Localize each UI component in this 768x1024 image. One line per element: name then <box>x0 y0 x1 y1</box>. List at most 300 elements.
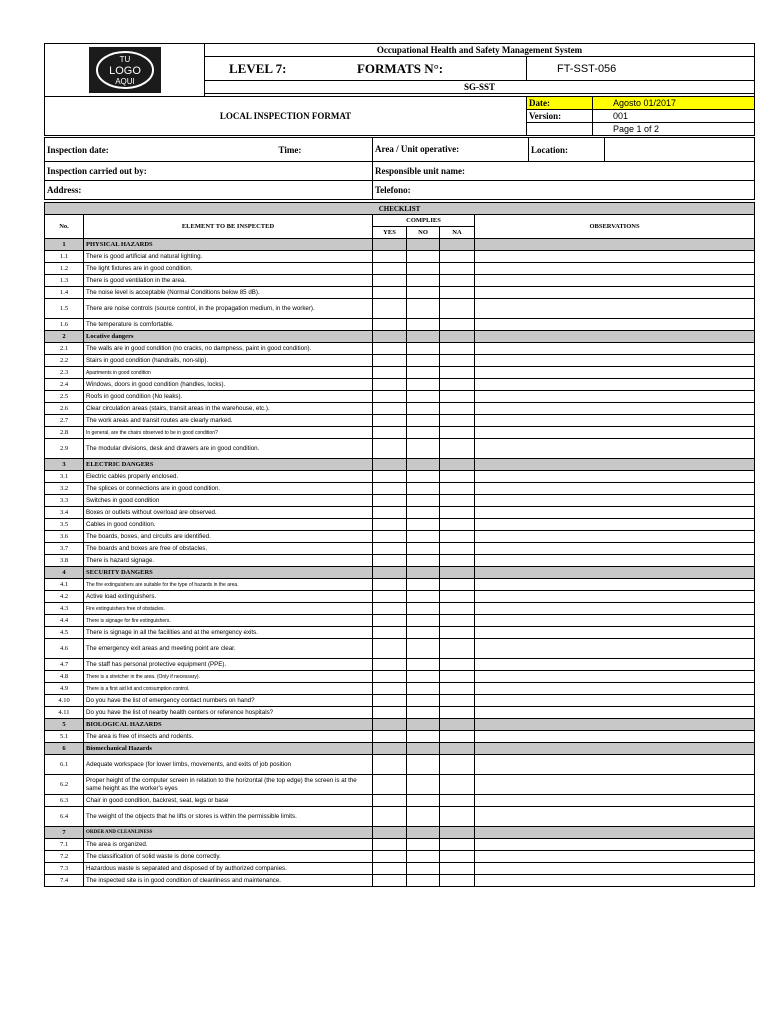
observations-cell[interactable] <box>475 519 755 531</box>
answer-yes-cell <box>373 743 407 755</box>
item-number: 5 <box>45 719 84 731</box>
answer-no-cell[interactable] <box>407 251 440 263</box>
observations-cell[interactable] <box>475 603 755 615</box>
answer-na-cell[interactable] <box>440 355 475 367</box>
item-number: 4.9 <box>45 683 84 695</box>
observations-cell[interactable] <box>475 319 755 331</box>
checklist-row <box>45 319 755 331</box>
answer-na-cell[interactable] <box>440 543 475 555</box>
item-number: 3.8 <box>45 555 84 567</box>
answer-no-cell[interactable] <box>407 627 440 639</box>
answer-na-cell[interactable] <box>440 639 475 659</box>
section-row <box>45 827 755 839</box>
checklist-row <box>45 707 755 719</box>
answer-na-cell[interactable] <box>440 251 475 263</box>
item-number: 7.4 <box>45 875 84 887</box>
observations-cell[interactable] <box>475 299 755 319</box>
section-row <box>45 743 755 755</box>
answer-yes-cell[interactable] <box>373 343 407 355</box>
answer-yes-cell[interactable] <box>373 391 407 403</box>
checklist-row <box>45 627 755 639</box>
answer-na-cell[interactable] <box>440 683 475 695</box>
item-number: 5.1 <box>45 731 84 743</box>
answer-no-cell[interactable] <box>407 275 440 287</box>
answer-na-cell[interactable] <box>440 695 475 707</box>
inspection-info <box>44 137 755 200</box>
telefono-label: Telefono: <box>373 181 755 200</box>
answer-yes-cell[interactable] <box>373 471 407 483</box>
answer-no-cell[interactable] <box>407 439 440 459</box>
observations-cell[interactable] <box>475 355 755 367</box>
version-label: Version: <box>527 110 593 123</box>
answer-na-cell <box>440 827 475 839</box>
item-description: The weight of the objects that he lifts or stores is within the permissible limits. <box>84 807 373 827</box>
observations-cell <box>475 567 755 579</box>
item-number: 4.1 <box>45 579 84 591</box>
answer-yes-cell[interactable] <box>373 263 407 275</box>
item-description: There are noise controls (source control, in the propagation medium, in the worker). <box>84 299 373 319</box>
answer-no-cell[interactable] <box>407 851 440 863</box>
answer-na-cell[interactable] <box>440 775 475 795</box>
item-number: 2.3 <box>45 367 84 379</box>
time-label: Time: <box>277 138 373 162</box>
answer-yes-cell[interactable] <box>373 683 407 695</box>
observations-cell[interactable] <box>475 683 755 695</box>
observations-cell[interactable] <box>475 379 755 391</box>
answer-na-cell[interactable] <box>440 439 475 459</box>
answer-yes-cell[interactable] <box>373 287 407 299</box>
answer-yes-cell[interactable] <box>373 415 407 427</box>
answer-no-cell[interactable] <box>407 875 440 887</box>
answer-no-cell[interactable] <box>407 775 440 795</box>
col-na-header: NA <box>440 227 475 239</box>
answer-na-cell[interactable] <box>440 531 475 543</box>
observations-cell[interactable] <box>475 287 755 299</box>
item-description: The temperature is comfortable. <box>84 319 373 331</box>
item-description: Apartments in good condition <box>84 367 373 379</box>
observations-cell[interactable] <box>475 367 755 379</box>
answer-no-cell[interactable] <box>407 695 440 707</box>
item-number: 4.3 <box>45 603 84 615</box>
item-number: 2.4 <box>45 379 84 391</box>
observations-cell[interactable] <box>475 775 755 795</box>
answer-na-cell[interactable] <box>440 287 475 299</box>
answer-no-cell[interactable] <box>407 555 440 567</box>
answer-no-cell[interactable] <box>407 391 440 403</box>
inspection-date-label: Inspection date: <box>45 138 277 162</box>
answer-na-cell[interactable] <box>440 263 475 275</box>
col-no-answer-header: NO <box>407 227 440 239</box>
answer-na-cell[interactable] <box>440 659 475 671</box>
observations-cell[interactable] <box>475 495 755 507</box>
answer-yes-cell[interactable] <box>373 795 407 807</box>
level-label: LEVEL 7: <box>229 60 287 76</box>
level-cell <box>205 57 527 81</box>
answer-no-cell <box>407 331 440 343</box>
answer-yes-cell[interactable] <box>373 483 407 495</box>
answer-yes-cell[interactable] <box>373 839 407 851</box>
checklist-row <box>45 251 755 263</box>
answer-no-cell[interactable] <box>407 591 440 603</box>
checklist-row <box>45 839 755 851</box>
col-complies-header: COMPLIES <box>373 215 475 227</box>
system-title: Occupational Health and Safety Management System <box>205 44 755 57</box>
section-title: Locative dangers <box>84 331 373 343</box>
answer-yes-cell[interactable] <box>373 251 407 263</box>
answer-yes-cell[interactable] <box>373 427 407 439</box>
answer-no-cell[interactable] <box>407 795 440 807</box>
item-description: Boxes or outlets without overload are observed. <box>84 507 373 519</box>
answer-no-cell[interactable] <box>407 483 440 495</box>
observations-cell <box>475 827 755 839</box>
checklist-row <box>45 555 755 567</box>
observations-cell[interactable] <box>475 579 755 591</box>
checklist-row <box>45 659 755 671</box>
answer-yes-cell <box>373 331 407 343</box>
answer-no-cell[interactable] <box>407 639 440 659</box>
section-row <box>45 719 755 731</box>
answer-na-cell[interactable] <box>440 367 475 379</box>
item-description: There is a first aid kit and consumption control. <box>84 683 373 695</box>
logo-placeholder-icon <box>95 50 155 90</box>
answer-na-cell[interactable] <box>440 379 475 391</box>
answer-no-cell[interactable] <box>407 707 440 719</box>
observations-cell[interactable] <box>475 615 755 627</box>
observations-cell <box>475 459 755 471</box>
item-number: 2.6 <box>45 403 84 415</box>
answer-yes-cell[interactable] <box>373 603 407 615</box>
observations-cell[interactable] <box>475 731 755 743</box>
observations-cell[interactable] <box>475 863 755 875</box>
answer-yes-cell[interactable] <box>373 659 407 671</box>
checklist-row <box>45 579 755 591</box>
checklist-row <box>45 603 755 615</box>
format-code: FT-SST-056 <box>527 57 755 81</box>
observations-cell[interactable] <box>475 639 755 659</box>
col-element-header: ELEMENT TO BE INSPECTED <box>84 215 373 239</box>
observations-cell[interactable] <box>475 343 755 355</box>
answer-na-cell[interactable] <box>440 731 475 743</box>
answer-no-cell[interactable] <box>407 299 440 319</box>
answer-yes-cell[interactable] <box>373 851 407 863</box>
item-description: Do you have the list of nearby health centers or reference hospitals? <box>84 707 373 719</box>
answer-no-cell[interactable] <box>407 471 440 483</box>
item-description: The classification of solid waste is done correctly. <box>84 851 373 863</box>
answer-yes-cell[interactable] <box>373 299 407 319</box>
observations-cell[interactable] <box>475 591 755 603</box>
answer-no-cell[interactable] <box>407 263 440 275</box>
checklist-row <box>45 731 755 743</box>
answer-no-cell[interactable] <box>407 543 440 555</box>
item-description: Windows, doors in good condition (handles, locks). <box>84 379 373 391</box>
answer-na-cell[interactable] <box>440 807 475 827</box>
item-description: Fire extinguishers free of obstacles. <box>84 603 373 615</box>
checklist-row <box>45 519 755 531</box>
item-description: There is good ventilation in the area. <box>84 275 373 287</box>
answer-no-cell[interactable] <box>407 839 440 851</box>
answer-na-cell[interactable] <box>440 863 475 875</box>
answer-yes-cell[interactable] <box>373 875 407 887</box>
answer-yes-cell[interactable] <box>373 495 407 507</box>
observations-cell[interactable] <box>475 507 755 519</box>
checklist-row <box>45 683 755 695</box>
section-title: ELECTRIC DANGERS <box>84 459 373 471</box>
answer-na-cell[interactable] <box>440 875 475 887</box>
answer-no-cell[interactable] <box>407 807 440 827</box>
observations-cell[interactable] <box>475 627 755 639</box>
answer-no-cell[interactable] <box>407 403 440 415</box>
answer-yes-cell[interactable] <box>373 367 407 379</box>
answer-yes-cell[interactable] <box>373 671 407 683</box>
page-number: Page 1 of 2 <box>593 123 755 136</box>
item-description: In general, are the chairs observed to be in good condition? <box>84 427 373 439</box>
item-number: 6.4 <box>45 807 84 827</box>
answer-yes-cell[interactable] <box>373 319 407 331</box>
checklist-row <box>45 851 755 863</box>
answer-no-cell[interactable] <box>407 427 440 439</box>
answer-yes-cell[interactable] <box>373 543 407 555</box>
section-row <box>45 331 755 343</box>
answer-no-cell[interactable] <box>407 531 440 543</box>
answer-na-cell[interactable] <box>440 403 475 415</box>
item-number: 2.5 <box>45 391 84 403</box>
observations-cell[interactable] <box>475 471 755 483</box>
answer-na-cell[interactable] <box>440 519 475 531</box>
item-number: 4.5 <box>45 627 84 639</box>
answer-no-cell[interactable] <box>407 683 440 695</box>
checklist-row <box>45 483 755 495</box>
answer-na-cell[interactable] <box>440 343 475 355</box>
answer-yes-cell[interactable] <box>373 615 407 627</box>
checklist-row <box>45 379 755 391</box>
answer-yes-cell[interactable] <box>373 755 407 775</box>
checklist-title: CHECKLIST <box>45 203 755 215</box>
answer-yes-cell <box>373 827 407 839</box>
observations-cell[interactable] <box>475 755 755 775</box>
checklist-row <box>45 671 755 683</box>
item-number: 7.1 <box>45 839 84 851</box>
observations-cell[interactable] <box>475 391 755 403</box>
checklist-row <box>45 615 755 627</box>
responsible-label: Responsible unit name: <box>373 162 755 181</box>
observations-cell[interactable] <box>475 415 755 427</box>
item-description: The boards, boxes, and circuits are identified. <box>84 531 373 543</box>
item-description: The fire extinguishers are suitable for the type of hazards in the area. <box>84 579 373 591</box>
answer-na-cell[interactable] <box>440 591 475 603</box>
answer-yes-cell[interactable] <box>373 591 407 603</box>
answer-na-cell[interactable] <box>440 507 475 519</box>
item-description: Hazardous waste is separated and disposed of by authorized companies. <box>84 863 373 875</box>
answer-no-cell <box>407 827 440 839</box>
answer-na-cell[interactable] <box>440 427 475 439</box>
item-description: Clear circulation areas (stairs, transit areas in the warehouse, etc.). <box>84 403 373 415</box>
answer-no-cell[interactable] <box>407 495 440 507</box>
observations-cell <box>475 719 755 731</box>
answer-yes-cell[interactable] <box>373 519 407 531</box>
answer-no-cell[interactable] <box>407 603 440 615</box>
answer-no-cell[interactable] <box>407 755 440 775</box>
answer-na-cell <box>440 719 475 731</box>
answer-na-cell[interactable] <box>440 795 475 807</box>
answer-no-cell[interactable] <box>407 579 440 591</box>
answer-no-cell <box>407 567 440 579</box>
item-number: 7.2 <box>45 851 84 863</box>
answer-yes-cell[interactable] <box>373 439 407 459</box>
answer-yes-cell[interactable] <box>373 731 407 743</box>
answer-yes-cell[interactable] <box>373 627 407 639</box>
observations-cell[interactable] <box>475 439 755 459</box>
company-logo <box>89 47 161 93</box>
answer-no-cell[interactable] <box>407 731 440 743</box>
answer-no-cell[interactable] <box>407 343 440 355</box>
address-label: Address: <box>45 181 373 200</box>
item-number: 2.7 <box>45 415 84 427</box>
checklist-row <box>45 367 755 379</box>
answer-yes-cell[interactable] <box>373 379 407 391</box>
answer-no-cell <box>407 239 440 251</box>
observations-cell[interactable] <box>475 795 755 807</box>
answer-yes-cell[interactable] <box>373 639 407 659</box>
observations-cell[interactable] <box>475 263 755 275</box>
answer-yes-cell[interactable] <box>373 403 407 415</box>
answer-no-cell[interactable] <box>407 615 440 627</box>
observations-cell[interactable] <box>475 275 755 287</box>
item-number: 2.2 <box>45 355 84 367</box>
item-number: 6 <box>45 743 84 755</box>
answer-no-cell[interactable] <box>407 319 440 331</box>
observations-cell[interactable] <box>475 671 755 683</box>
item-description: There is a stretcher in the area. (Only if necessary). <box>84 671 373 683</box>
answer-na-cell[interactable] <box>440 555 475 567</box>
checklist-row <box>45 391 755 403</box>
section-title: SECURITY DANGERS <box>84 567 373 579</box>
item-description: Proper height of the computer screen in relation to the horizontal (the top edge) the screen is at the same height as the worker's eyes <box>84 775 373 795</box>
observations-cell[interactable] <box>475 531 755 543</box>
observations-cell[interactable] <box>475 659 755 671</box>
answer-no-cell[interactable] <box>407 379 440 391</box>
answer-yes-cell[interactable] <box>373 807 407 827</box>
section-row <box>45 239 755 251</box>
item-number: 4.7 <box>45 659 84 671</box>
answer-yes-cell[interactable] <box>373 775 407 795</box>
logo-cell <box>45 44 205 97</box>
answer-no-cell[interactable] <box>407 355 440 367</box>
answer-na-cell[interactable] <box>440 707 475 719</box>
answer-no-cell[interactable] <box>407 659 440 671</box>
observations-cell[interactable] <box>475 483 755 495</box>
observations-cell[interactable] <box>475 543 755 555</box>
answer-na-cell[interactable] <box>440 471 475 483</box>
observations-cell[interactable] <box>475 251 755 263</box>
answer-no-cell[interactable] <box>407 287 440 299</box>
observations-cell[interactable] <box>475 875 755 887</box>
observations-cell[interactable] <box>475 555 755 567</box>
location-field[interactable] <box>605 138 755 162</box>
answer-no-cell[interactable] <box>407 415 440 427</box>
item-description: Active load extinguishers. <box>84 591 373 603</box>
observations-cell[interactable] <box>475 839 755 851</box>
item-description: The area is free of insects and rodents. <box>84 731 373 743</box>
checklist-row <box>45 287 755 299</box>
answer-yes-cell[interactable] <box>373 555 407 567</box>
section-title: BIOLOGICAL HAZARDS <box>84 719 373 731</box>
answer-na-cell[interactable] <box>440 299 475 319</box>
answer-na-cell[interactable] <box>440 415 475 427</box>
answer-no-cell[interactable] <box>407 519 440 531</box>
observations-cell[interactable] <box>475 695 755 707</box>
section-title: PHYSICAL HAZARDS <box>84 239 373 251</box>
item-description: Do you have the list of emergency contact numbers on hand? <box>84 695 373 707</box>
answer-na-cell[interactable] <box>440 627 475 639</box>
item-description: Roofs in good condition (No leaks). <box>84 391 373 403</box>
form-header <box>44 43 755 136</box>
answer-na-cell[interactable] <box>440 851 475 863</box>
answer-na-cell[interactable] <box>440 483 475 495</box>
item-number: 6.3 <box>45 795 84 807</box>
item-description: The modular divisions, desk and drawers are in good condition. <box>84 439 373 459</box>
answer-na-cell[interactable] <box>440 615 475 627</box>
answer-yes-cell[interactable] <box>373 275 407 287</box>
item-description: Stairs in good condition (handrails, non-slip). <box>84 355 373 367</box>
answer-yes-cell <box>373 719 407 731</box>
answer-na-cell[interactable] <box>440 319 475 331</box>
item-description: The light fixtures are in good condition. <box>84 263 373 275</box>
observations-cell[interactable] <box>475 807 755 827</box>
answer-no-cell[interactable] <box>407 507 440 519</box>
checklist-row <box>45 863 755 875</box>
answer-na-cell[interactable] <box>440 495 475 507</box>
answer-yes-cell[interactable] <box>373 507 407 519</box>
answer-na-cell <box>440 743 475 755</box>
svg-text:TU: TU <box>119 55 130 64</box>
answer-no-cell[interactable] <box>407 671 440 683</box>
item-number: 2.1 <box>45 343 84 355</box>
observations-cell[interactable] <box>475 851 755 863</box>
observations-cell[interactable] <box>475 707 755 719</box>
answer-na-cell[interactable] <box>440 755 475 775</box>
item-number: 4.8 <box>45 671 84 683</box>
item-number: 3.4 <box>45 507 84 519</box>
item-number: 1.5 <box>45 299 84 319</box>
answer-na-cell[interactable] <box>440 839 475 851</box>
answer-yes-cell[interactable] <box>373 579 407 591</box>
answer-na-cell[interactable] <box>440 391 475 403</box>
answer-na-cell[interactable] <box>440 671 475 683</box>
answer-no-cell <box>407 459 440 471</box>
answer-na-cell[interactable] <box>440 275 475 287</box>
checklist-row <box>45 543 755 555</box>
checklist-row <box>45 427 755 439</box>
answer-yes-cell[interactable] <box>373 707 407 719</box>
answer-na-cell[interactable] <box>440 579 475 591</box>
answer-yes-cell[interactable] <box>373 695 407 707</box>
answer-na-cell[interactable] <box>440 603 475 615</box>
answer-yes-cell <box>373 239 407 251</box>
observations-cell[interactable] <box>475 427 755 439</box>
item-description: The boards and boxes are free of obstacles. <box>84 543 373 555</box>
answer-yes-cell[interactable] <box>373 531 407 543</box>
answer-yes-cell[interactable] <box>373 863 407 875</box>
item-description: The emergency exit areas and meeting point are clear. <box>84 639 373 659</box>
date-label: Date: <box>527 97 593 110</box>
answer-yes-cell[interactable] <box>373 355 407 367</box>
answer-no-cell[interactable] <box>407 367 440 379</box>
observations-cell <box>475 331 755 343</box>
checklist-row <box>45 695 755 707</box>
observations-cell[interactable] <box>475 403 755 415</box>
checklist-rows <box>45 239 755 887</box>
answer-no-cell[interactable] <box>407 863 440 875</box>
